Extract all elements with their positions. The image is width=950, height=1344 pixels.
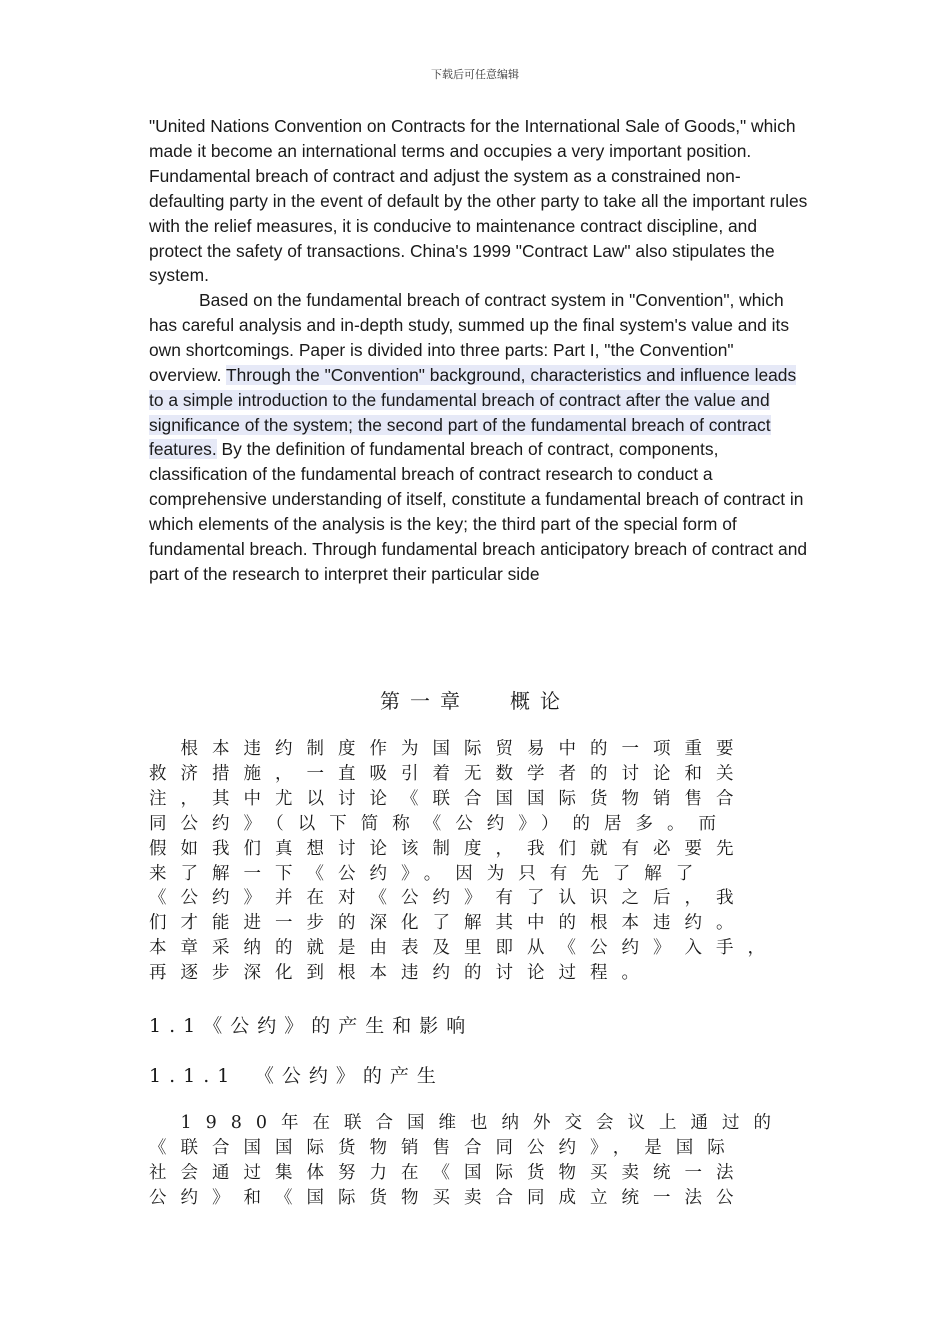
english-paragraph-2 [149, 288, 809, 587]
english-paragraph-2-end: By the definition of fundamental breach of contract, components, classification of the fundamental breach of contract research to conduct a comprehensive understanding of itself, constitute a fundamental breach of contract in which elements of the analysis is the key; the third part of the special form of fundamental breach. Through fundamental breach anticipatory breach of contract and part of the research to interpret their particular side [149, 439, 808, 584]
page-header: 下载后可任意编辑 [431, 68, 519, 81]
text-line: 社会通过集体努力在《国际货物买卖统一法 [149, 1162, 748, 1183]
text-line: 《公约》并在对《公约》有了认识之后，我 [149, 888, 748, 909]
section-heading-1-1-1: 1.1.1 《公约》的产生 [149, 1065, 444, 1087]
chapter-name: 概论 [510, 689, 570, 713]
text-line: 来了解一下《公约》。因为只有先了解了 [149, 863, 708, 884]
text-line: 救济措施，一直吸引着无数学者的讨论和关 [149, 763, 748, 784]
chinese-paragraph-2 [149, 1111, 785, 1211]
english-paragraph-1: "United Nations Convention on Contracts for the International Sale of Goods," which made it become an international terms and occupies a very important position. Fundamental breach of contract and adjust the system as a constrained non-defaulting party in the event of default by the other party to take all the important rules with the relief measures, it is conducive to maintenance contract discipline, and protect the safety of transactions. China's 1999 "Contract Law" also stipulates the system. [149, 116, 808, 286]
text-line: 公约》和《国际货物买卖合同成立统一法公 [149, 1187, 748, 1208]
text-line: 们才能进一步的深化了解其中的根本违约。 [149, 913, 748, 934]
highlighted-text: Through the "Convention" background, characteristics and influence leads to a simple introduction to the fundamental breach of contract after the value and significance of the system; the second part of the fundamental breach of contract features. [149, 364, 797, 460]
chinese-paragraph-1 [149, 737, 779, 986]
chapter-number: 第一章 [380, 689, 470, 713]
chapter-title [0, 685, 950, 714]
text-line: 本章采纳的就是由表及里即从《公约》入手， [149, 938, 779, 959]
section-heading-1-1: 1.1《公约》的产生和影响 [149, 1015, 474, 1037]
english-paragraph-2-start: Based on the fundamental breach of contract system in "Convention", which has careful analysis and in-depth study, summed up the final system's value and its own shortcomings. Paper is divided into three parts: Part I, "the Convention" overview. [149, 290, 790, 385]
text-line: 根本违约制度作为国际贸易中的一项重要 [149, 739, 748, 759]
text-line: 再逐步深化到根本违约的讨论过程。 [149, 963, 653, 984]
text-line: 《联合国国际货物销售合同公约》，是国际 [149, 1137, 739, 1158]
text-line: 同公约》（以下简称《公约》）的居多。而 [149, 813, 730, 834]
text-line: 注，其中尤以讨论《联合国国际货物销售合 [149, 788, 748, 809]
text-line: 假如我们真想讨论该制度，我们就有必要先 [149, 838, 748, 859]
text-line: 1980年在联合国维也纳外交会议上通过的 [149, 1113, 786, 1133]
